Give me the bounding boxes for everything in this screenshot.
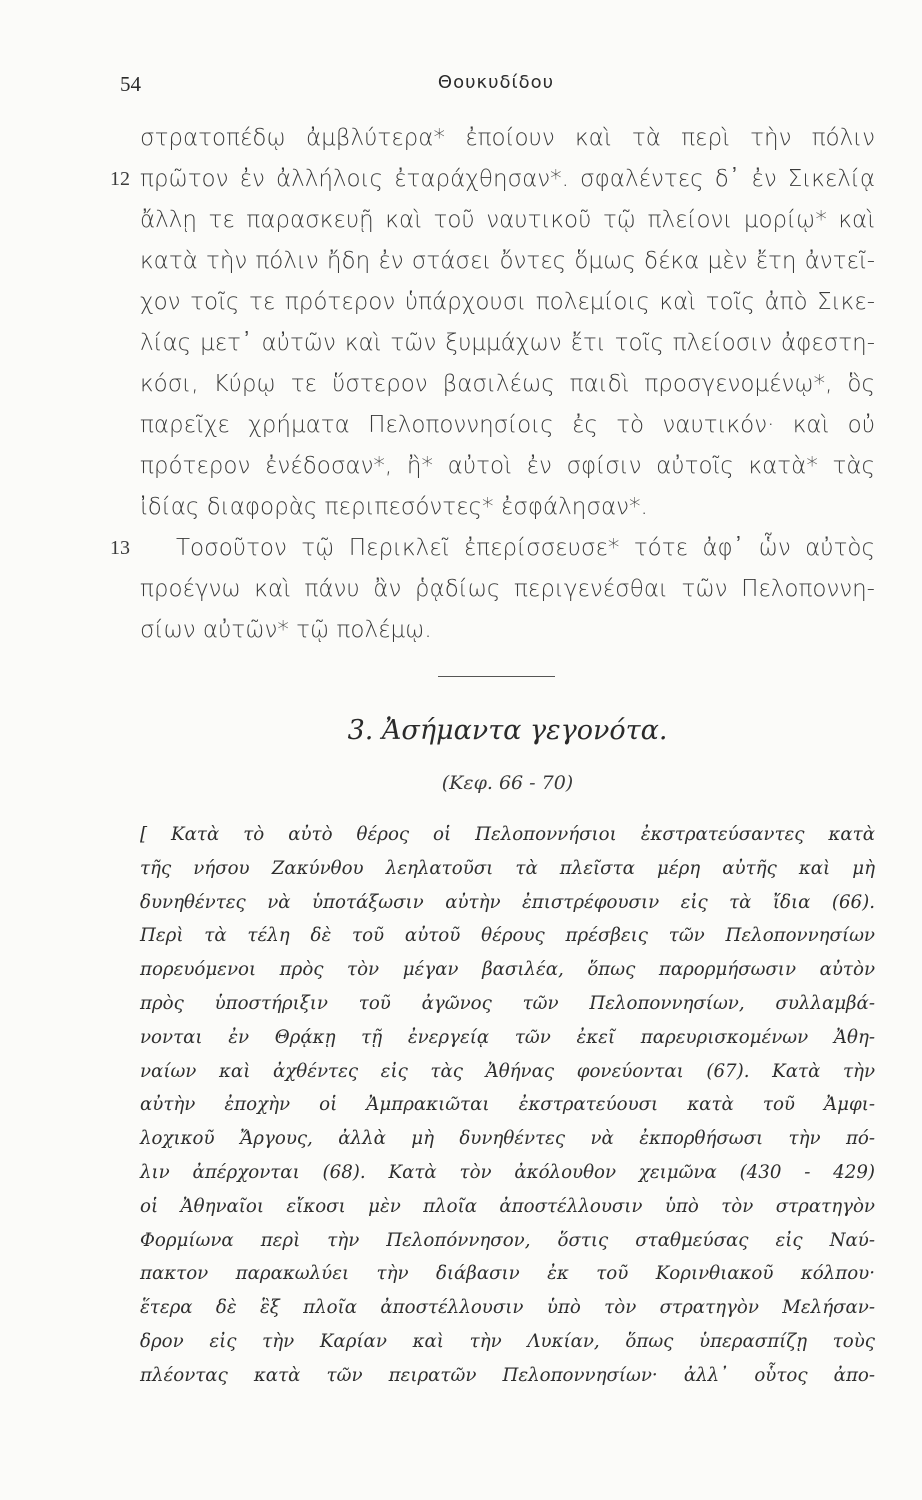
- chapter-reference: (Κεφ. 66 - 70): [441, 772, 574, 794]
- summary-line: πλέοντας κατὰ τῶν πειρατῶν Πελοποννησίων· ἀλλ᾽ οὗτος ἀπο-: [140, 1364, 875, 1386]
- summary-text: [140, 818, 875, 1393]
- summary-line: [ Κατὰ τὸ αὐτὸ θέρος οἱ Πελοποννήσιοι ἐκστρατεύσαντες κατὰ: [140, 824, 875, 845]
- text-line: πρότερον ἐνέδοσαν*, ἢ* αὐτοὶ ἐν σφίσιν αὐτοῖς κατὰ* τὰς: [140, 453, 875, 479]
- section-number: 13: [110, 537, 130, 559]
- summary-line: δυνηθέντες νὰ ὑποτάξωσιν αὐτὴν ἐπιστρέφουσιν εἰς τὰ ἴδια (66).: [140, 891, 875, 913]
- summary-line: τῆς νήσου Ζακύνθου λεηλατοῦσι τὰ πλεῖστα μέρη αὐτῆς καὶ μὴ: [140, 857, 875, 879]
- text-line: χον τοῖς τε πρότερον ὑπάρχουσι πολεμίοις καὶ τοῖς ἀπὸ Σικε-: [140, 289, 875, 315]
- summary-line: ἕτερα δὲ ἓξ πλοῖα ἀποστέλλουσιν ὑπὸ τὸν στρατηγὸν Μελήσαν-: [140, 1297, 875, 1319]
- running-title: Θουκυδίδου: [437, 72, 555, 93]
- summary-line: λιν ἀπέρχονται (68). Κατὰ τὸν ἀκόλουθον χειμῶνα (430 - 429): [140, 1161, 875, 1183]
- summary-line: Φορμίωνα περὶ τὴν Πελοπόννησον, ὅστις σταθμεύσας εἰς Ναύ-: [140, 1229, 875, 1251]
- summary-line: αὐτὴν ἐποχὴν οἱ Ἀμπρακιῶται ἐκστρατεύουσι κατὰ τοῦ Ἀμφι-: [140, 1094, 875, 1116]
- text-line: 13 Τοσοῦτον τῷ Περικλεῖ ἐπερίσσευσε* τότε ἀφ᾽ ὧν αὐτὸς: [140, 528, 875, 569]
- summary-line: δρον εἰς τὴν Καρίαν καὶ τὴν Λυκίαν, ὅπως ὑπερασπίζῃ τοὺς: [140, 1330, 875, 1352]
- summary-line: οἱ Ἀθηναῖοι εἴκοσι μὲν πλοῖα ἀποστέλλουσιν ὑπὸ τὸν στρατηγὸν: [140, 1195, 875, 1217]
- summary-line: πρὸς ὑποστήριξιν τοῦ ἀγῶνος τῶν Πελοποννησίων, συλλαμβά-: [140, 992, 875, 1014]
- text-line: κατὰ τὴν πόλιν ἤδη ἐν στάσει ὄντες ὅμως δέκα μὲν ἔτη ἀντεῖ-: [140, 248, 875, 274]
- summary-line: νονται ἐν Θρᾴκῃ τῇ ἐνεργείᾳ τῶν ἐκεῖ παρευρισκομένων Ἀθη-: [140, 1026, 875, 1048]
- summary-line: πορευόμενοι πρὸς τὸν μέγαν βασιλέα, ὅπως παρορμήσωσιν αὐτὸν: [140, 959, 875, 981]
- text-line: ἰδίας διαφορὰς περιπεσόντες* ἐσφάλησαν*.: [140, 494, 648, 520]
- main-text: [110, 118, 875, 651]
- section-number: 12: [110, 168, 130, 190]
- page-header: [120, 72, 872, 102]
- text-line: παρεῖχε χρήματα Πελοποννησίοις ἐς τὸ ναυτικόν· καὶ οὐ: [140, 412, 875, 438]
- page-number: 54: [120, 72, 141, 96]
- summary-line: λοχικοῦ Ἄργους, ἀλλὰ μὴ δυνηθέντες νὰ ἐκπορθήσωσι τὴν πό-: [140, 1128, 875, 1150]
- text-line: στρατοπέδῳ ἀμβλύτερα* ἐποίουν καὶ τὰ περὶ τὴν πόλιν: [140, 125, 875, 151]
- section-divider: [438, 676, 555, 677]
- summary-line: πακτον παρακωλύει τὴν διάβασιν ἐκ τοῦ Κορινθιακοῦ κόλπου·: [140, 1263, 875, 1285]
- text-line: λίας μετ᾽ αὐτῶν καὶ τῶν ξυμμάχων ἔτι τοῖς πλείοσιν ἀφεστη-: [140, 330, 875, 356]
- text-line: κόσι, Κύρῳ τε ὕστερον βασιλέως παιδὶ προσγενομένῳ*, ὃς: [140, 371, 875, 397]
- summary-line: Περὶ τὰ τέλη δὲ τοῦ αὐτοῦ θέρους πρέσβεις τῶν Πελοποννησίων: [140, 925, 875, 947]
- text-line: 12 πρῶτον ἐν ἀλλήλοις ἐταράχθησαν*. σφαλέντες δ᾽ ἐν Σικελίᾳ: [140, 159, 875, 200]
- summary-line: ναίων καὶ ἀχθέντες εἰς τὰς Ἀθήνας φονεύονται (67). Κατὰ τὴν: [140, 1060, 875, 1082]
- text-line: σίων αὐτῶν* τῷ πολέμῳ.: [140, 617, 432, 643]
- section-heading: 3. Ἀσήμαντα γεγονότα.: [347, 715, 668, 746]
- text-line: προέγνω καὶ πάνυ ἂν ῥᾳδίως περιγενέσθαι τῶν Πελοποννη-: [140, 576, 875, 602]
- text-line: ἄλλῃ τε παρασκευῇ καὶ τοῦ ναυτικοῦ τῷ πλείονι μορίῳ* καὶ: [140, 207, 875, 233]
